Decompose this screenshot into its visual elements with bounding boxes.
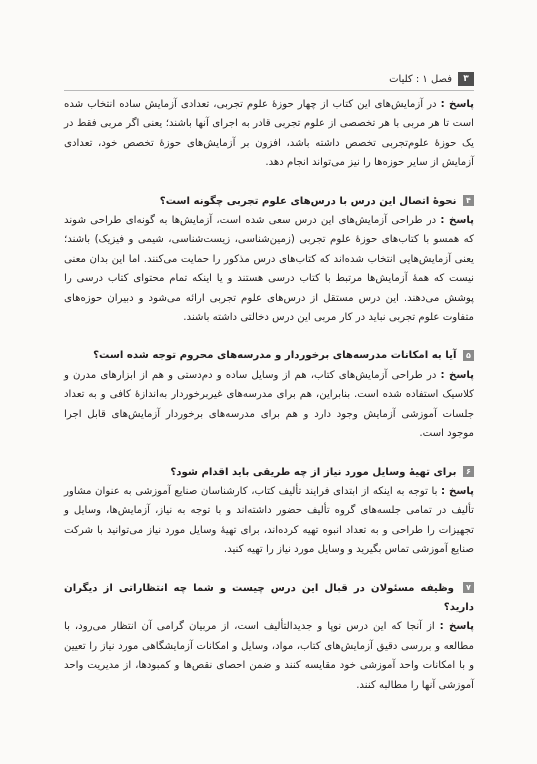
answer-label: پاسخ :	[441, 485, 474, 497]
question-answer	[64, 366, 474, 444]
answer-label: پاسخ :	[439, 621, 474, 633]
answer-label: پاسخ :	[440, 215, 474, 227]
question-section-5	[64, 346, 474, 443]
question-text: وظیفه مسئولان در قبال این درس چیست و شما چه انتظاراتی از دیگران دارید؟	[64, 582, 474, 613]
question-number-badge: ۷	[463, 582, 474, 593]
question-heading	[64, 579, 474, 618]
question-heading	[64, 463, 474, 482]
question-number-badge: ۶	[463, 466, 474, 477]
question-answer	[64, 617, 474, 695]
question-text: نحوهٔ اتصال این درس با درس‌های علوم تجربی چگونه است؟	[159, 195, 457, 207]
answer-text: در طراحی آزمایش‌های کتاب، هم از وسایل ساده و دم‌دستی و هم از ابزارهای مدرن و کلاسیک استفاده شده است. بنابراین، هم برای مدرسه‌های غیربرخوردار به‌اندازهٔ کافی و به تعداد جلسات آموزشی آزمایش وجود دارد و هم برای مدرسه‌های برخوردار آزمایش‌های قابل اجرا موجود است.	[64, 369, 474, 440]
answer-text: در طراحی آزمایش‌های این درس سعی شده است، آزمایش‌ها به گونه‌ای طراحی شوند که همسو با کتاب‌های حوزهٔ علوم تجربی (زمین‌شناسی، زیست‌شناسی، شیمی و فیزیک) باشند؛ یعنی آزمایش‌هایی انتخاب شده‌اند که کتاب‌های درس مذکور را حمایت می‌کنند. اما این بدان معنی نیست که همهٔ آزمایش‌ها مرتبط با کتاب درسی هستند و یا اینکه تمام محتوای کتاب درسی را پوشش می‌دهند. این درس مستقل از درس‌های علوم تجربی ارائه می‌شود و دبیران حوزه‌های متفاوت علوم تجربی نباید در کار مربی این درس دخالتی داشته باشند.	[64, 215, 474, 324]
question-heading	[64, 346, 474, 365]
question-text: برای تهیهٔ وسایل مورد نیاز از چه طریقی باید اقدام شود؟	[170, 466, 457, 478]
question-number-badge: ۴	[463, 195, 474, 206]
header-divider	[64, 90, 474, 91]
question-heading	[64, 192, 474, 211]
answer-label: پاسخ :	[440, 369, 474, 381]
answer-label: پاسخ :	[440, 99, 474, 110]
running-header	[389, 72, 474, 86]
question-answer	[64, 482, 474, 560]
answer-text: با توجه به اینکه از ابتدای فرایند تألیف کتاب، کارشناسان صنایع آموزشی به عنوان مشاور تألیف در تمامی جلسه‌های گروه تألیف حضور داشته‌اند و با توجه به نیاز، آزمایش‌ها، وسایل و تجهیزات را طراحی و به تعداد انبوه تهیه کرده‌اند، برای تهیهٔ وسایل مورد نیاز می‌توانید با شرکت صنایع آموزشی تماس بگیرید و وسایل مورد نیاز را تهیه کنید.	[64, 485, 474, 556]
answer-text: در آزمایش‌های این کتاب از چهار حوزهٔ علوم تجربی، تعدادی آزمایش ساده انتخاب شده است تا هر مربی با هر تخصصی از علوم تجربی قادر به اجرای آنها باشند؛ یعنی اگر مربی فقط در یک حوزهٔ علوم‌تجربی تخصص داشته باشد، افزون بر آزمایش‌های حوزهٔ تخصص خود، تعدادی آزمایش از سایر حوزه‌ها را نیز می‌تواند انجام دهد.	[64, 99, 474, 169]
intro-answer	[64, 95, 474, 173]
question-text: آیا به امکانات مدرسه‌های برخوردار و مدرسه‌های محروم توجه شده است؟	[93, 350, 457, 362]
page-body	[64, 95, 474, 695]
question-section-6	[64, 463, 474, 560]
question-section-4	[64, 192, 474, 328]
question-number-badge: ۵	[463, 350, 474, 361]
question-answer	[64, 211, 474, 327]
question-section-7	[64, 579, 474, 695]
answer-text: از آنجا که این درس نوپا و جدیدالتألیف است، از مربیان گرامی آن انتظار می‌رود، با مطالعه و بررسی دقیق آزمایش‌های کتاب، مواد، وسایل و امکانات آزمایشگاهی مورد نیاز را تعیین و با امکانات واحد آموزشی خود مقایسه کنند و ضمن احصای نقص‌ها و کمبودها، از مدیریت واحد آموزشی آنها را مطالبه کنند.	[64, 621, 474, 691]
chapter-number-badge: ۳	[458, 72, 474, 86]
chapter-title: فصل ۱ : کلیات	[389, 73, 452, 85]
